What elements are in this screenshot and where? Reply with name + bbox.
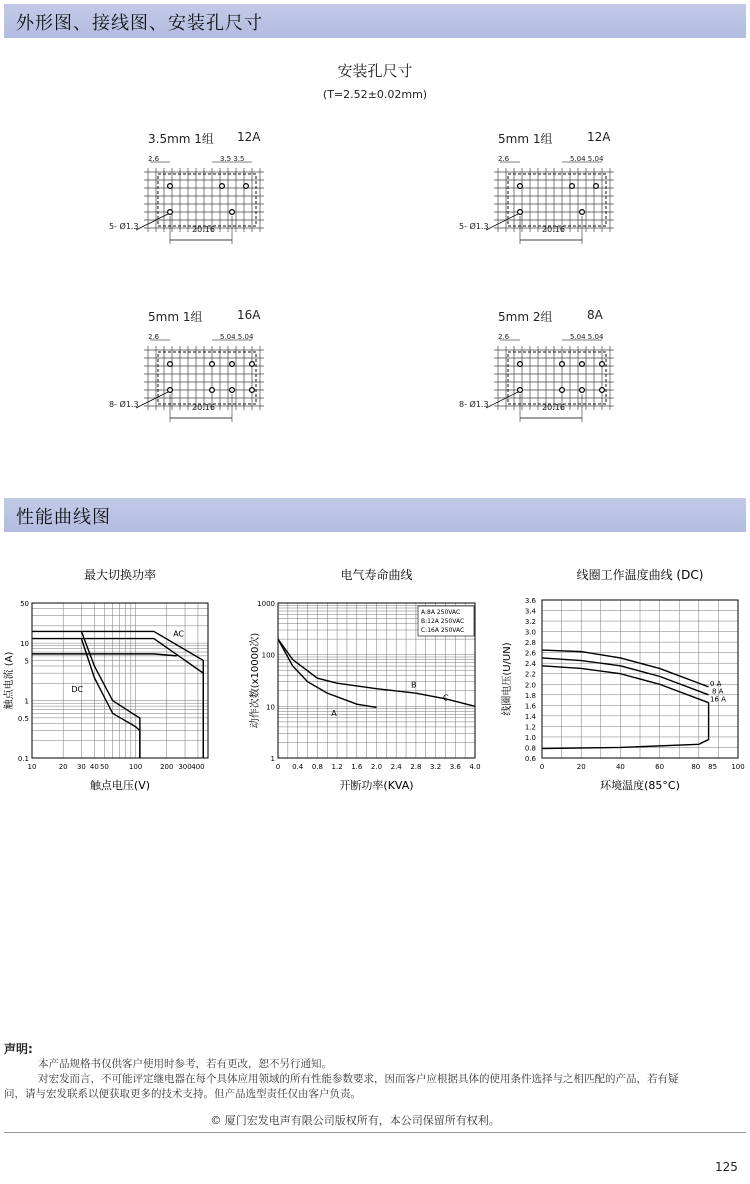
mount-diagram-3 [109,308,285,423]
dim-left: 2.6 [498,155,510,163]
chart3-ytick: 3.0 [524,628,536,637]
diagram-label: 5mm 2组 [498,310,553,324]
chart3-xtick: 80 [691,763,701,771]
chart3-xtick: 60 [655,763,665,771]
chart2-ytick: 1000 [257,600,275,608]
hole-spec: 8- Ø1.3 [109,400,139,409]
chart1-ytick: 0.5 [17,714,29,723]
diagram-rating: 12A [587,130,611,144]
declaration-title: 声明: [4,1042,33,1056]
chart2-ytick: 1 [270,755,275,763]
chart2-xtick: 4.0 [469,763,481,771]
dim-span: 20.16 [542,403,565,412]
hole-spec: 5- Ø1.3 [109,222,139,231]
chart3-series-label-8a: 8 A [712,687,724,696]
chart2-xtick: 0.4 [292,763,304,771]
chart3-series-8a [542,658,709,695]
chart3-ylabel: 线圈电压(U/UN) [502,642,513,716]
dim-left: 2.6 [148,155,160,163]
diagram-rating: 16A [237,308,261,322]
chart3-xlabel: 环境温度(85°C) [600,779,680,792]
chart1-annotation-ac: AC [173,629,184,639]
chart1-frame [32,603,208,758]
diagram-label: 3.5mm 1组 [148,132,214,146]
chart3-series-label-0a: 0 A [710,679,722,688]
chart1-ytick: 0.1 [17,755,29,763]
copyright: © 厦门宏发电声有限公司版权所有，本公司保留所有权利。 [210,1114,500,1127]
dim-left: 2.6 [498,333,510,341]
chart2-legend-item: C:16A 250VAC [421,627,465,634]
chart1-ytick: 10 [20,640,29,649]
chart1-series-dc [81,631,139,758]
chart2-xtick: 3.2 [430,763,442,771]
footer-divider [4,1132,746,1133]
chart3-ytick: 1.0 [524,733,536,742]
dim-span: 20.16 [192,403,215,412]
chart3-ytick: 3.6 [524,597,536,605]
declaration-line-3: 问，请与宏发联系以便获取更多的技术支持。但产品选型责任仅由客户负责。 [4,1088,361,1100]
dim-span: 20.16 [192,225,215,234]
performance-charts [0,555,750,800]
chart2-xtick: 0 [275,763,281,771]
section-header-outline [4,4,746,38]
chart3-ytick: 1.4 [524,712,536,721]
chart3-series-pickup [542,703,709,749]
chart3-title: 线圈工作温度曲线 (DC) [576,568,704,582]
mount-title: 安装孔尺寸 [337,62,413,80]
dim-mid: 5.04 5.04 [570,333,604,341]
chart1-xtick: 20 [58,763,68,771]
chart3-xtick: 0 [539,763,545,771]
chart3-ytick: 2.8 [524,639,536,648]
chart1-title: 最大切换功率 [83,568,157,582]
chart2-xlabel: 开断功率(KVA) [339,779,414,792]
mount-subtitle: (T=2.52±0.02mm) [322,88,428,101]
chart3-xtick: 100 [731,763,745,771]
chart2-series-label-a: A [331,708,337,718]
chart3-ytick: 2.4 [524,660,536,669]
chart3-ytick: 2.0 [524,681,536,690]
section-title-outline: 外形图、接线图、安装孔尺寸 [16,13,263,34]
chart1-ytick: 1 [24,697,29,706]
chart1-series-ac [32,631,203,758]
diagram-label: 5mm 1组 [148,310,203,324]
hole-spec: 8- Ø1.3 [459,400,489,409]
diagram-rating: 12A [237,130,261,144]
chart2-xtick: 1.2 [331,763,343,771]
chart3-ytick: 3.2 [524,618,536,627]
chart2-xtick: 2.8 [410,763,422,771]
chart1-xlabel: 触点电压(V) [89,779,151,792]
chart2-title: 电气寿命曲线 [340,568,413,582]
dim-mid: 3.5 3.5 [220,155,245,163]
chart3-ytick: 1.8 [524,691,536,700]
declaration-line-1: 本产品规格书仅供客户使用时参考，若有更改，恕不另行通知。 [38,1058,332,1070]
chart2-xtick: 2.4 [390,763,402,771]
chart3-ytick: 1.6 [524,702,536,711]
dim-left: 2.6 [148,333,160,341]
chart1-xtick: 30 [76,763,86,771]
chart1-ylabel: 触点电流 (A) [4,651,15,710]
chart1-annotation-dc: DC [71,685,84,695]
chart1-xtick: 40 [89,763,99,771]
chart2-xtick: 1.6 [351,763,363,771]
chart3-series-0a [542,650,709,687]
section-title-curves: 性能曲线图 [16,507,111,528]
chart3-xtick: 40 [615,763,625,771]
chart2-ytick: 10 [266,703,275,712]
mount-diagram-2 [459,130,635,245]
chart3-ytick: 2.2 [524,670,536,679]
chart3-ytick: 1.2 [524,723,536,732]
chart3-ytick: 3.4 [524,607,536,616]
dim-mid: 5.04 5.04 [570,155,604,163]
declaration-line-2: 对宏发而言，不可能评定继电器在每个具体应用领域的所有性能参数要求，因而客户应根据具体的使用条件选择与之相匹配的产品，若有疑 [38,1073,679,1085]
chart3-series-label-16a: 16 A [710,695,726,704]
chart2-xtick: 0.8 [311,763,323,771]
chart3-xtick: 85 [708,763,718,771]
chart3-ytick: 0.6 [524,755,536,763]
chart3-xtick: 20 [576,763,586,771]
chart2-legend-item: A:8A 250VAC [421,609,461,616]
diagram-rating: 8A [587,308,603,322]
chart1-ytick: 50 [20,600,29,608]
chart1-xtick: 400 [191,763,205,771]
chart3-ytick: 2.6 [524,649,536,658]
diagram-label: 5mm 1组 [498,132,553,146]
chart2-ylabel: 动作次数(x10000次) [250,632,261,729]
chart1-xtick: 300 [178,763,192,771]
chart3-ytick: 0.8 [524,744,536,753]
chart2-series-label-b: B [410,680,417,690]
chart1-xtick: 10 [27,763,37,771]
dim-mid: 5.04 5.04 [220,333,254,341]
page-number: 125 [715,1160,738,1174]
chart1-ytick: 5 [24,657,29,666]
mount-diagram-1 [109,130,285,245]
mount-diagram-4 [459,308,635,423]
chart1-series-ac [32,639,203,758]
section-header-curves [4,498,746,532]
chart2-legend-item: B:12A 250VAC [421,618,465,625]
chart1-xtick: 100 [128,763,143,771]
chart2-ytick: 100 [261,651,275,660]
chart1-xtick: 200 [160,763,174,771]
chart2-xtick: 3.6 [449,763,461,771]
chart2-xtick: 2.0 [370,763,383,771]
chart1-xtick: 50 [99,763,109,771]
hole-spec: 5- Ø1.3 [459,222,489,231]
dim-span: 20.16 [542,225,565,234]
chart2-series-label-c: C [442,693,449,703]
